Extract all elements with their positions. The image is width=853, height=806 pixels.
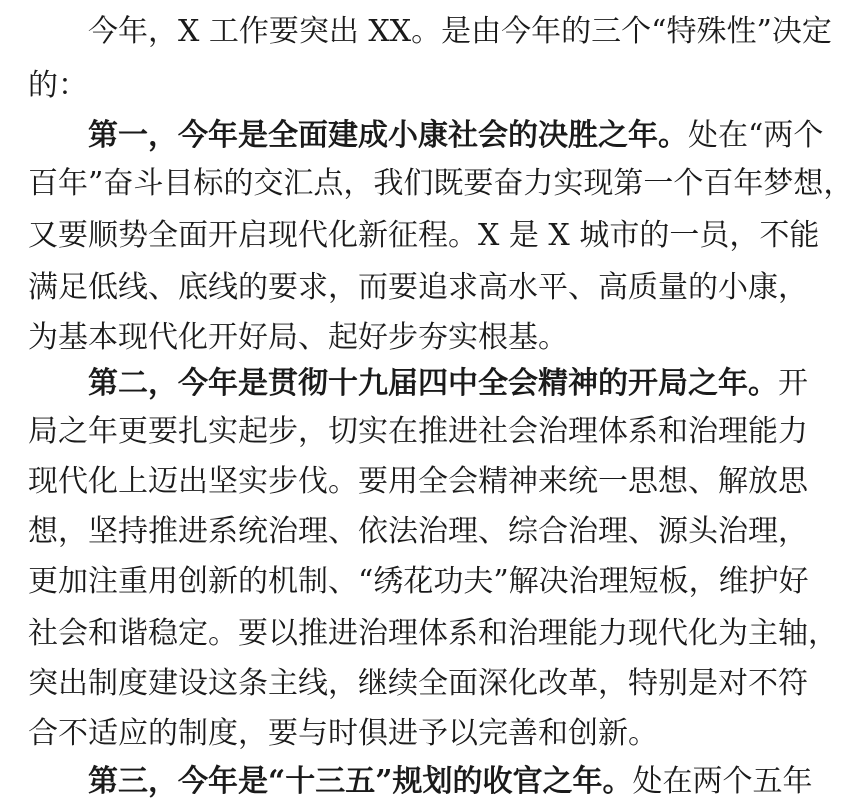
text-line: 局之年更要扎实起步，切实在推进社会治理体系和治理能力 [28,414,808,449]
text-line [88,758,813,806]
section-heading: 第二，今年是贯彻十九届四中全会精神的开局之年。 [88,366,778,401]
text-line [88,360,808,408]
text-span: 处在“两个 [688,118,824,153]
text-line [88,112,824,160]
text-line: 百年”奋斗目标的交汇点，我们既要奋力实现第一个百年梦想， [28,166,853,201]
section-heading: 第三，今年是“十三五”规划的收官之年。 [88,764,633,799]
text-line: 更加注重用创新的机制、“绣花功夫”解决治理短板，维护好 [28,564,809,599]
text-line: 又要顺势全面开启现代化新征程。X 是 X 城市的一员，不能 [28,218,820,253]
text-line: 现代化上迈出坚实步伐。要用全会精神来统一思想、解放思 [28,464,808,499]
text-span: 开 [778,366,808,401]
text-line: 的： [28,68,88,103]
text-line: 突出制度建设这条主线，继续全面深化改革，特别是对不符 [28,666,808,701]
text-span: 处在两个五年 [632,764,813,799]
section-heading: 第一，今年是全面建成小康社会的决胜之年。 [88,118,688,153]
text-line: 社会和谐稳定。要以推进治理体系和治理能力现代化为主轴， [28,616,838,651]
text-line: 为基本现代化开好局、起好步夯实根基。 [28,320,568,355]
text-line: 想，坚持推进系统治理、依法治理、综合治理、源头治理， [28,514,808,549]
text-line: 今年，X 工作要突出 XX。是由今年的三个“特殊性”决定 [88,14,832,49]
text-line: 满足低线、底线的要求，而要追求高水平、高质量的小康， [28,270,808,305]
text-line: 合不适应的制度，要与时俱进予以完善和创新。 [28,716,658,751]
